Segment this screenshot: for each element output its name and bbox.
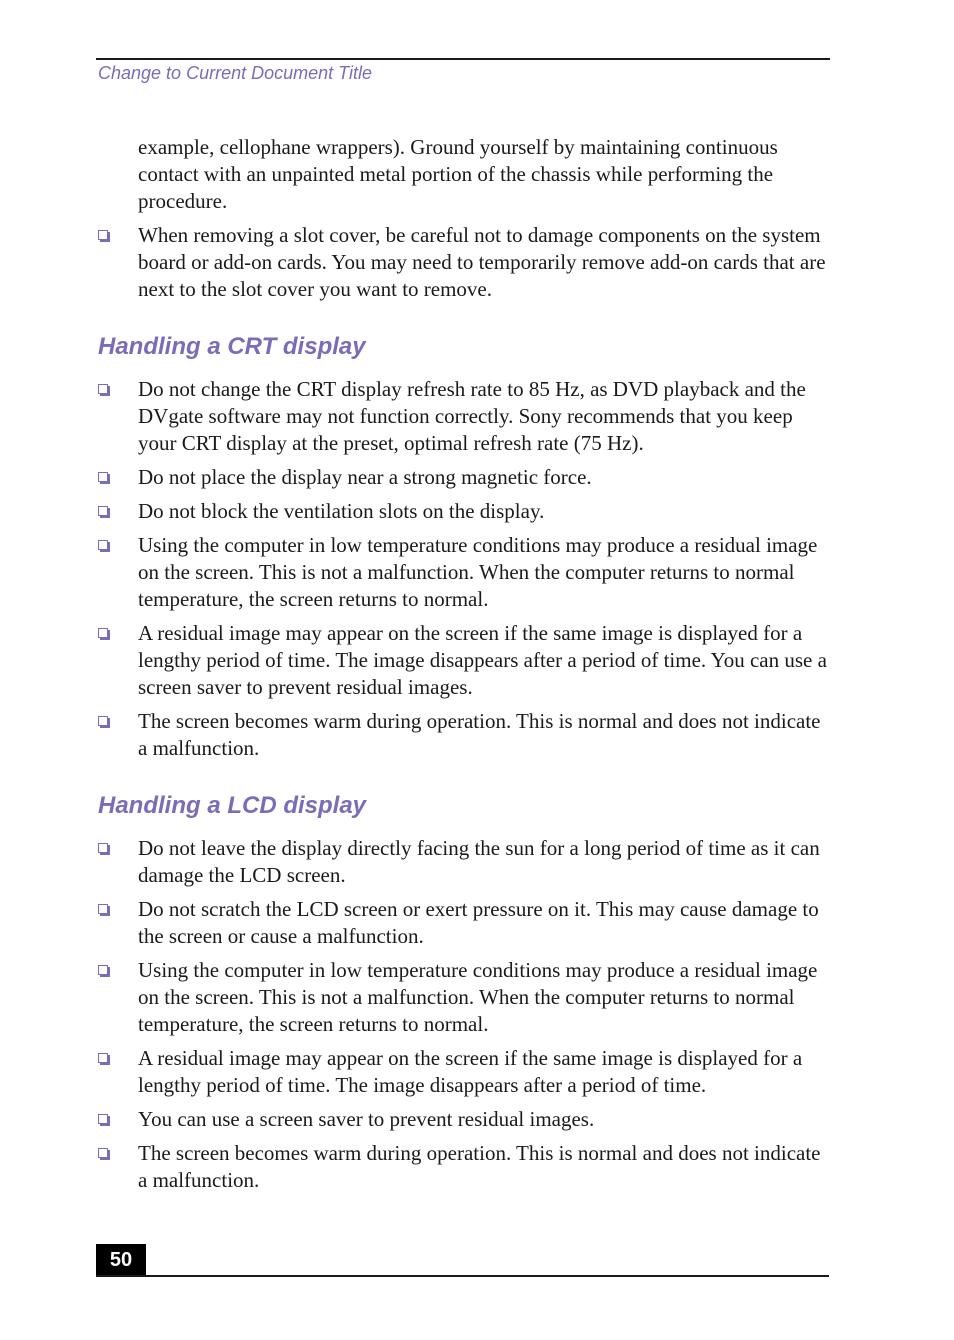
list-item-text: Using the computer in low temperature conditions may produce a residual image on the screen. This is not a malfunction. When the computer returns to normal temperature, the screen returns to normal. bbox=[138, 533, 818, 611]
list-item bbox=[98, 620, 830, 701]
list-item bbox=[98, 1106, 830, 1133]
page-content bbox=[98, 134, 830, 1201]
intro-continuation: example, cellophane wrappers). Ground yourself by maintaining continuous contact with an unpainted metal portion of the chassis while performing the procedure. bbox=[138, 135, 778, 213]
crt-section-heading: Handling a CRT display bbox=[98, 333, 366, 360]
checkbox-bullet-icon bbox=[98, 506, 108, 516]
list-item bbox=[98, 835, 830, 889]
list-item-text: Do not scratch the LCD screen or exert pressure on it. This may cause damage to the screen or cause a malfunction. bbox=[138, 897, 819, 948]
list-item-text: You can use a screen saver to prevent residual images. bbox=[138, 1107, 595, 1131]
footer-rule bbox=[96, 1275, 829, 1277]
list-item bbox=[98, 708, 830, 762]
checkbox-bullet-icon bbox=[98, 965, 108, 975]
list-item bbox=[98, 896, 830, 950]
list-item-text: A residual image may appear on the screen if the same image is displayed for a lengthy period of time. The image disappears after a period of time. bbox=[138, 1046, 803, 1097]
checkbox-bullet-icon bbox=[98, 904, 108, 914]
checkbox-bullet-icon bbox=[98, 843, 108, 853]
list-item-text: Do not place the display near a strong magnetic force. bbox=[138, 465, 592, 489]
lcd-section-heading: Handling a LCD display bbox=[98, 792, 367, 819]
checkbox-bullet-icon bbox=[98, 628, 108, 638]
checkbox-bullet-icon bbox=[98, 1114, 108, 1124]
checkbox-bullet-icon bbox=[98, 540, 108, 550]
list-item-text: The screen becomes warm during operation. This is normal and does not indicate a malfunction. bbox=[138, 709, 821, 760]
list-item bbox=[98, 957, 830, 1038]
checkbox-bullet-icon bbox=[98, 716, 108, 726]
list-item-text: When removing a slot cover, be careful not to damage components on the system board or add-on cards. You may need to temporarily remove add-on cards that are next to the slot cover you want to remove. bbox=[138, 223, 826, 301]
checkbox-bullet-icon bbox=[98, 1148, 108, 1158]
list-item-text: A residual image may appear on the screen if the same image is displayed for a lengthy period of time. The image disappears after a period of time. You can use a screen saver to prevent residual images. bbox=[138, 621, 827, 699]
checkbox-bullet-icon bbox=[98, 1053, 108, 1063]
list-item bbox=[98, 376, 830, 457]
list-item-text: The screen becomes warm during operation. This is normal and does not indicate a malfunction. bbox=[138, 1141, 821, 1192]
checkbox-bullet-icon bbox=[98, 230, 108, 240]
list-item-text: Do not leave the display directly facing the sun for a long period of time as it can damage the LCD screen. bbox=[138, 836, 820, 887]
running-title: Change to Current Document Title bbox=[98, 63, 372, 83]
list-item bbox=[98, 1045, 830, 1099]
list-item-text: Using the computer in low temperature conditions may produce a residual image on the screen. This is not a malfunction. When the computer returns to normal temperature, the screen returns to normal. bbox=[138, 958, 818, 1036]
checkbox-bullet-icon bbox=[98, 472, 108, 482]
list-item bbox=[98, 498, 830, 525]
list-item bbox=[98, 1140, 830, 1194]
header-rule bbox=[96, 58, 830, 60]
checkbox-bullet-icon bbox=[98, 384, 108, 394]
list-item bbox=[98, 464, 830, 491]
list-item bbox=[98, 532, 830, 613]
list-item-text: Do not block the ventilation slots on the display. bbox=[138, 499, 545, 523]
page-number: 50 bbox=[96, 1244, 146, 1276]
list-item bbox=[98, 222, 830, 303]
list-item-text: Do not change the CRT display refresh rate to 85 Hz, as DVD playback and the DVgate software may not function correctly. Sony recommends that you keep your CRT display at the preset, optimal refresh rate (75 Hz). bbox=[138, 377, 806, 455]
